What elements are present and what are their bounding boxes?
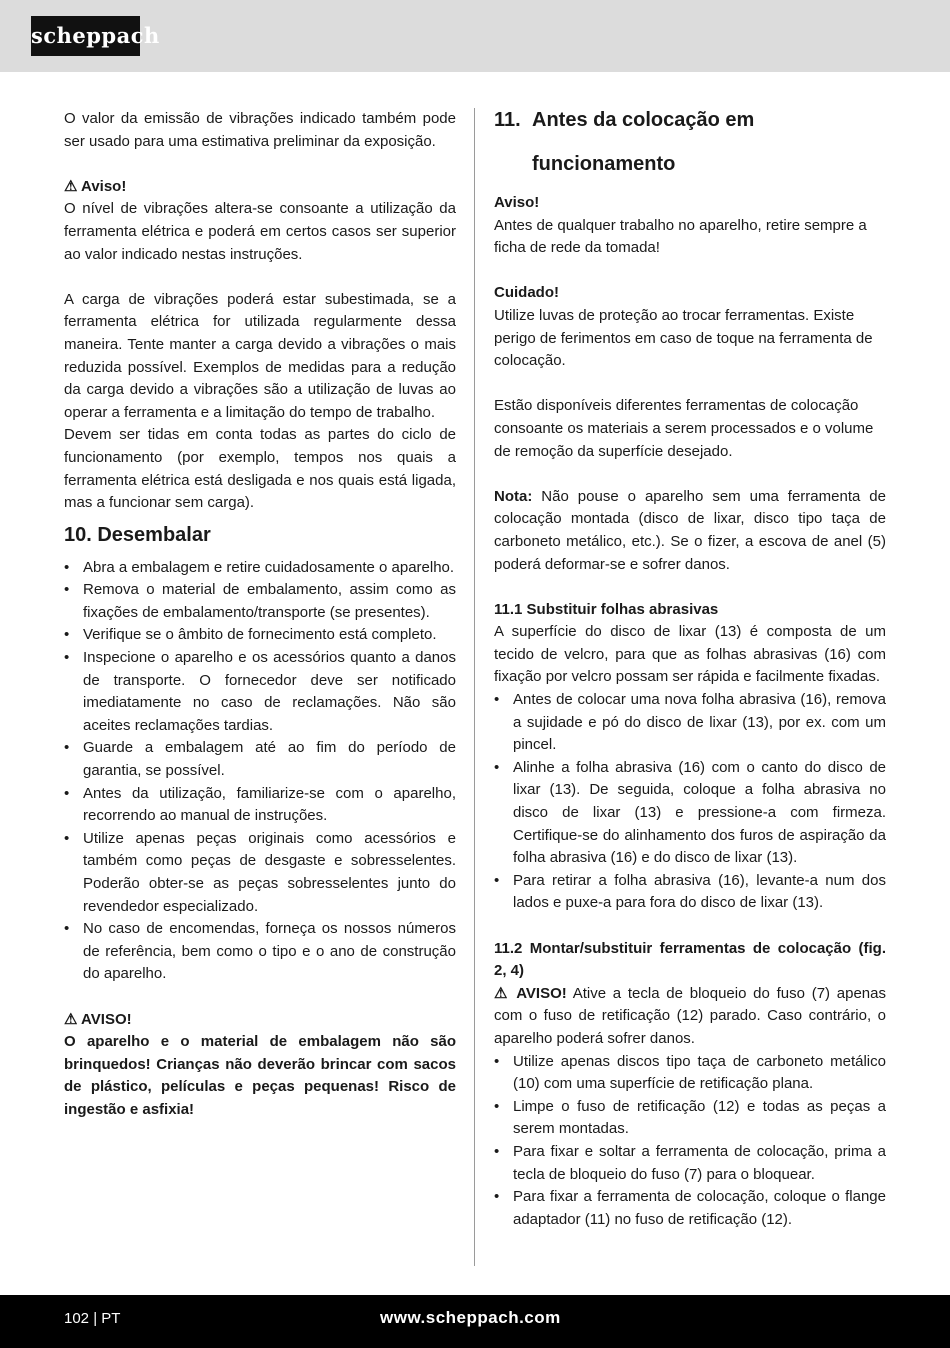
list-item: • Limpe o fuso de retificação (12) e todas as peças a serem montadas.: [494, 1097, 886, 1138]
tools-paragraph: Estão disponíveis diferentes ferramentas de colocação consoante os materiais a serem processados e o volume de remoção da superfície desejado.: [494, 397, 874, 460]
warning-title: ⚠ Aviso!: [64, 177, 127, 195]
list-item: • Verifique se o âmbito de fornecimento está completo.: [64, 626, 437, 644]
list-item: • Alinhe a folha abrasiva (16) com o canto do disco de lixar (13). De seguida, coloque a folha abrasiva no disco de lixar (13) e pressione-a com firmeza. Certifique-se do alinhamento dos furos de aspiração da folha abrasiva (16) e do disco de lixar (13).: [494, 758, 886, 867]
spindle-lock-warning: ⚠ AVISO! Ative a tecla de bloqueio do fuso (7) apenas com o fuso de retificação (12) parado. Caso contrário, o aparelho poderá sofrer danos.: [494, 984, 886, 1047]
sanding-disc-paragraph: A superfície do disco de lixar (13) é composta de um tecido de velcro, para que as folhas abrasivas (16) com fixação por velcro possam ser rápida e facilmente fixadas.: [494, 623, 886, 686]
vibration-estimate-paragraph: O valor da emissão de vibrações indicado também pode ser usado para uma estimativa preliminar da exposição.: [64, 110, 456, 150]
list-item: • Para retirar a folha abrasiva (16), levante-a num dos lados e puxe-a para fora do disco de lixar (13).: [494, 871, 886, 912]
list-item: • Remova o material de embalamento, assim como as fixações de embalamento/transporte (se presentes).: [64, 581, 456, 621]
packaging-warning-title: ⚠ AVISO!: [64, 1010, 132, 1028]
page-header: [0, 0, 950, 72]
page-number: 102 | PT: [64, 1310, 121, 1327]
list-item: • Utilize apenas discos tipo taça de carboneto metálico (10) com uma superfície de retificação plana.: [494, 1052, 886, 1093]
scheppach-logo: scheppach: [31, 16, 140, 56]
vibration-load-paragraph: A carga de vibrações poderá estar subestimada, se a ferramenta elétrica for utilizada regularmente dessa maneira. Tente manter a carga devido a vibrações o mais reduzida possível. Exemplos de medidas para a redução da carga devido a vibrações são a utilização de luvas ao operar a ferramenta e a limitação do tempo de trabalho.: [64, 290, 456, 421]
operating-cycle-paragraph: Devem ser tidas em conta todas as partes do ciclo de funcionamento (por exemplo, tempos nos quais a ferramenta elétrica está desligada e nos quais está ligada, mas a funcionar sem carga).: [64, 426, 456, 512]
website-link[interactable]: www.scheppach.com: [380, 1308, 561, 1327]
list-item: • No caso de encomendas, forneça os nossos números de referência, bem como o tipo e o ano de construção do aparelho.: [64, 920, 456, 983]
warning-text: O nível de vibrações altera-se consoante a utilização da ferramenta elétrica e poderá em certos casos ser superior ao valor indicado nestas instruções.: [64, 200, 456, 263]
list-item: • Antes de colocar uma nova folha abrasiva (16), remova a sujidade e pó do disco de lixar (13), por ex. com um pincel.: [494, 691, 886, 754]
section-11-2-heading: 11.2 Montar/substituir ferramentas de colocação (fig. 2, 4): [494, 939, 886, 980]
list-item: • Antes da utilização, familiarize-se com o aparelho, recorrendo ao manual de instruções.: [64, 784, 456, 825]
packaging-warning-text: O aparelho e o material de embalagem não são brinquedos! Crianças não deverão brincar com sacos de plástico, películas e peças pequenas! Risco de ingestão e asfixia!: [64, 1033, 456, 1118]
caution-text: Utilize luvas de proteção ao trocar ferramentas. Existe perigo de ferimentos em caso de toque na ferramenta de colocação.: [494, 306, 873, 370]
section-11-heading: 11. Antes da colocação em funcionamento: [494, 109, 755, 175]
caution-title: Cuidado!: [494, 284, 559, 302]
section-11-1-heading: 11.1 Substituir folhas abrasivas: [494, 600, 719, 618]
unpacking-list: [64, 557, 456, 986]
left-column: [64, 108, 456, 1122]
sanding-sheet-list: [494, 689, 886, 915]
list-item: • Inspecione o aparelho e os acessórios quanto a danos de transporte. O fornecedor deve ser notificado imediatamente no caso de reclamações. Não são aceites reclamações tardias.: [64, 649, 456, 734]
tool-mounting-list: [494, 1051, 886, 1232]
list-item: • Abra a embalagem e retire cuidadosamente o aparelho.: [64, 558, 455, 576]
note-paragraph: Nota: Não pouse o aparelho sem uma ferramenta de colocação montada (disco de lixar, disco tipo taça de carboneto metálico, etc.). Se o fizer, a escova de anel (5) poderá deformar-se e sofrer danos.: [494, 487, 886, 573]
list-item: • Para fixar a ferramenta de colocação, coloque o flange adaptador (11) no fuso de retificação (12).: [494, 1188, 886, 1228]
section-10-heading: 10. Desembalar: [64, 523, 211, 546]
right-column: [494, 108, 886, 1231]
column-divider: [474, 108, 475, 1266]
list-item: • Guarde a embalagem até ao fim do período de garantia, se possível.: [64, 739, 456, 780]
notice-title: Aviso!: [494, 194, 540, 211]
list-item: • Utilize apenas peças originais como acessórios e também como peças de desgaste e sobresselentes. Poderão obter-se as peças sobresselentes junto do revendedor especializado.: [64, 829, 456, 915]
page-footer: [0, 1295, 950, 1348]
list-item: • Para fixar e soltar a ferramenta de colocação, prima a tecla de bloqueio do fuso (7) para o bloquear.: [494, 1142, 886, 1183]
notice-text: Antes de qualquer trabalho no aparelho, retire sempre a ficha de rede da tomada!: [494, 216, 867, 257]
